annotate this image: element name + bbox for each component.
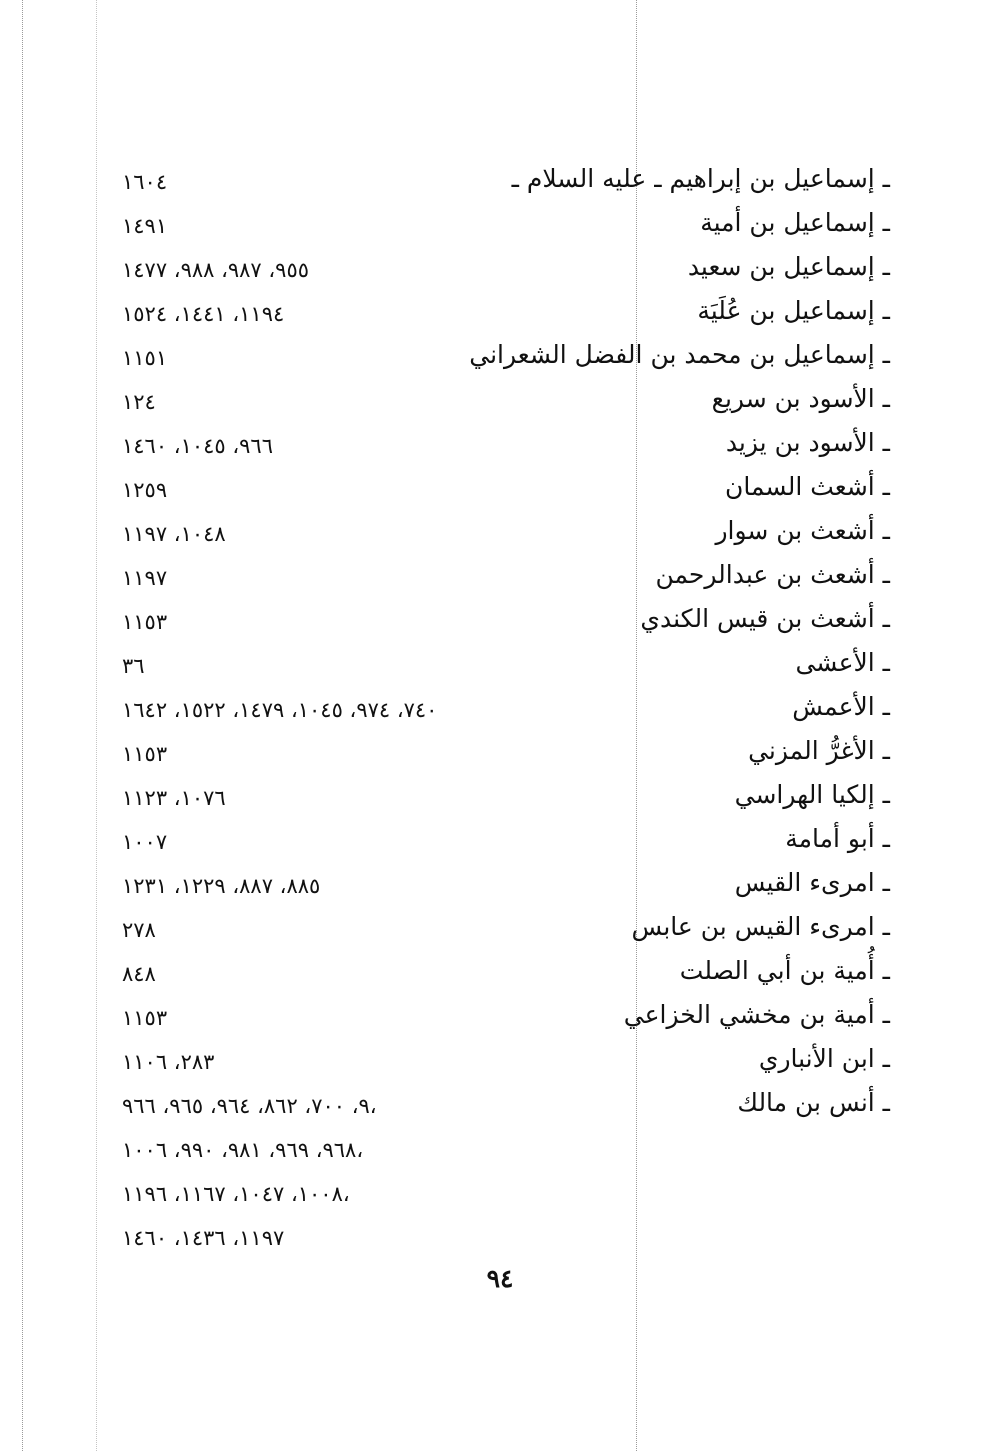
entry-name: ـ إلكيا الهراسي — [734, 780, 890, 809]
entry-pages: ١٠٠٨، ١٠٤٧، ١١٦٧، ١١٩٦، — [122, 1182, 350, 1206]
index-entry — [0, 952, 1000, 998]
entry-pages: ١٢٤ — [122, 390, 156, 414]
entry-name: ـ الأسود بن سريع — [711, 384, 890, 413]
entry-pages: ٢٧٨ — [122, 918, 156, 942]
index-entry — [0, 468, 1000, 514]
entry-pages: ١١٥١ — [122, 346, 168, 370]
index-entry — [0, 820, 1000, 866]
index-entry — [0, 556, 1000, 602]
index-entry — [0, 204, 1000, 250]
entry-name: ـ أشعث بن سوار — [715, 516, 890, 545]
index-entry — [0, 292, 1000, 338]
pages-continuation-line — [122, 1128, 522, 1174]
index-entry — [0, 908, 1000, 954]
index-entry — [0, 160, 1000, 206]
index-entry — [0, 644, 1000, 690]
entry-name: ـ أُمية بن أبي الصلت — [679, 956, 890, 985]
index-entry — [0, 512, 1000, 558]
entry-pages: ٨٤٨ — [122, 962, 156, 986]
entry-pages: ١٦٠٤ — [122, 170, 168, 194]
index-entry — [0, 776, 1000, 822]
pages-continuation-line — [122, 1216, 522, 1262]
entry-pages: ٣٦ — [122, 654, 145, 678]
index-entry — [0, 248, 1000, 294]
entry-name: ـ الأسود بن يزيد — [725, 428, 890, 457]
entry-pages: ٩٦٦، ١٠٤٥، ١٤٦٠ — [122, 434, 273, 458]
entry-name: ـ امرىء القيس — [734, 868, 890, 897]
index-entry — [0, 688, 1000, 734]
index-entry — [0, 732, 1000, 778]
pages-continuation-line — [122, 1172, 522, 1218]
entry-pages: ١١٩٧، ١٤٣٦، ١٤٦٠ — [122, 1226, 285, 1250]
entry-pages: ٩، ٧٠٠، ٨٦٢، ٩٦٤، ٩٦٥، ٩٦٦، — [122, 1094, 377, 1118]
entry-name: ـ أشعث السمان — [724, 472, 890, 501]
entry-name: ـ إسماعيل بن أمية — [700, 208, 890, 237]
entry-pages: ٩٦٨، ٩٦٩، ٩٨١، ٩٩٠، ١٠٠٦، — [122, 1138, 364, 1162]
entry-pages: ٢٨٣، ١١٠٦ — [122, 1050, 215, 1074]
entry-name: ـ ابن الأنباري — [758, 1044, 890, 1073]
entry-pages: ١٠٧٦، ١١٢٣ — [122, 786, 226, 810]
entry-pages: ١١٥٣ — [122, 1006, 168, 1030]
index-entry — [0, 380, 1000, 426]
entry-pages: ١١٩٧ — [122, 566, 168, 590]
index-entry — [0, 424, 1000, 470]
entry-pages: ١٠٤٨، ١١٩٧ — [122, 522, 226, 546]
entry-pages: ١١٥٣ — [122, 742, 168, 766]
index-entry — [0, 1084, 1000, 1130]
entry-name: ـ إسماعيل بن إبراهيم ـ عليه السلام ـ — [511, 164, 890, 193]
entry-name: ـ أبو أمامة — [785, 824, 890, 853]
entry-pages: ٨٨٥، ٨٨٧، ١٢٢٩، ١٢٣١ — [122, 874, 321, 898]
entry-pages: ١٤٩١ — [122, 214, 168, 238]
entry-pages: ٩٥٥، ٩٨٧، ٩٨٨، ١٤٧٧ — [122, 258, 310, 282]
index-entry — [0, 336, 1000, 382]
entry-pages: ١١٥٣ — [122, 610, 168, 634]
entry-name: ـ إسماعيل بن محمد بن الفضل الشعراني — [469, 340, 890, 369]
entry-pages: ٧٤٠، ٩٧٤، ١٠٤٥، ١٤٧٩، ١٥٢٢، ١٦٤٢ — [122, 698, 438, 722]
entry-name: ـ امرىء القيس بن عابس — [631, 912, 890, 941]
index-entry — [0, 996, 1000, 1042]
entry-name: ـ الأعشى — [795, 648, 890, 677]
entry-pages: ١١٩٤، ١٤٤١، ١٥٢٤ — [122, 302, 285, 326]
page-number: ٩٤ — [486, 1264, 514, 1293]
entry-pages: ١٢٥٩ — [122, 478, 168, 502]
entry-name: ـ الأغرُّ المزني — [748, 736, 890, 765]
entry-name: ـ أمية بن مخشي الخزاعي — [623, 1000, 890, 1029]
index-entry — [0, 864, 1000, 910]
index-entry — [0, 600, 1000, 646]
index-entry — [0, 1040, 1000, 1086]
entry-pages: ١٠٠٧ — [122, 830, 168, 854]
entry-name: ـ أنس بن مالك — [737, 1088, 890, 1117]
entry-name: ـ أشعث بن قيس الكندي — [640, 604, 890, 633]
entry-name: ـ الأعمش — [792, 692, 890, 721]
entry-name: ـ إسماعيل بن عُلَيَة — [697, 296, 890, 325]
entry-name: ـ أشعث بن عبدالرحمن — [655, 560, 890, 589]
entry-name: ـ إسماعيل بن سعيد — [687, 252, 890, 281]
